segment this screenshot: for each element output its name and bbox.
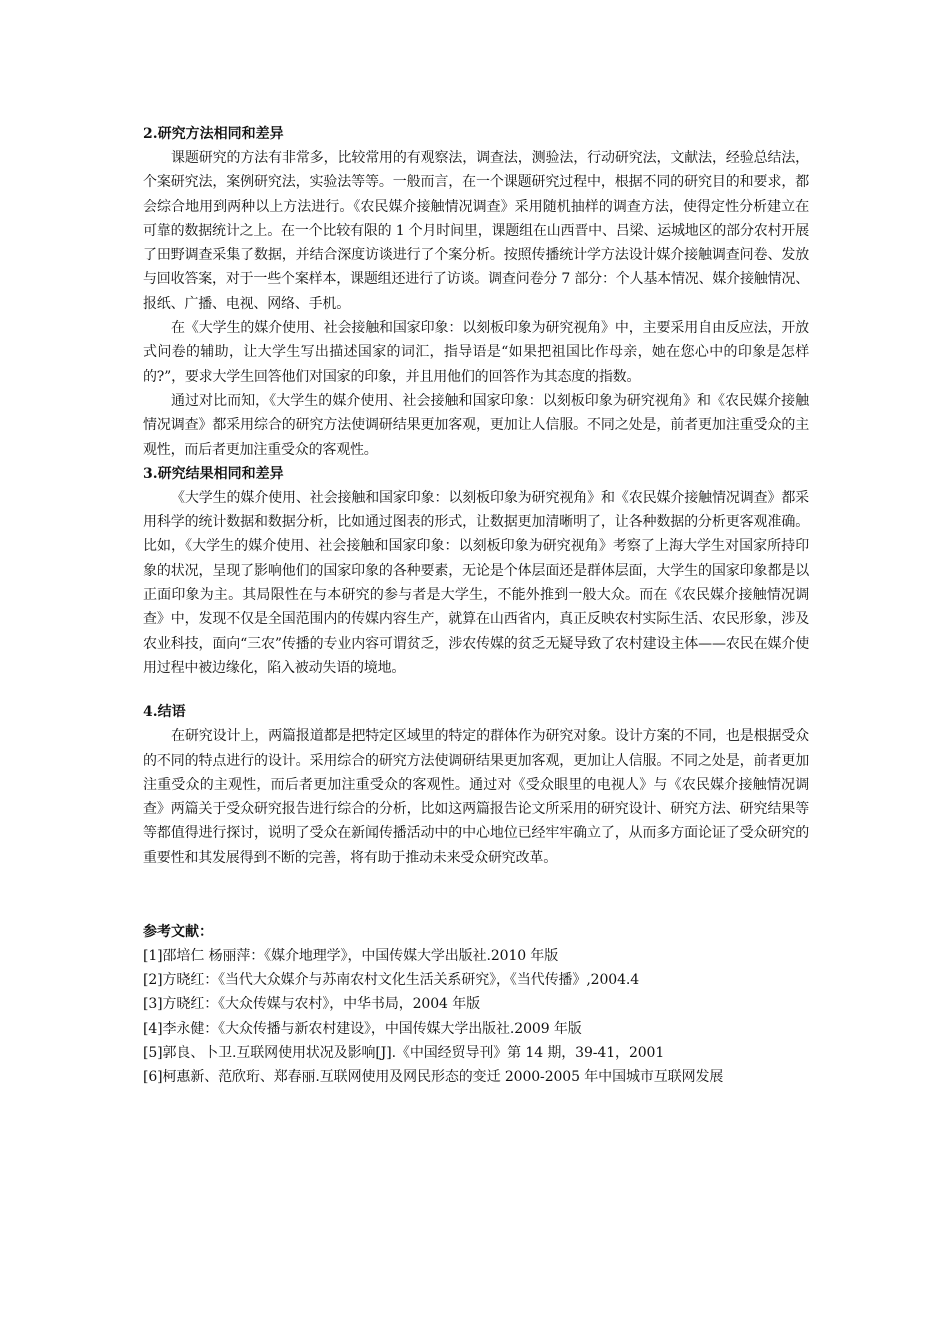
blank-line: [143, 680, 809, 700]
reference-item: [3]方晓红：《大众传媒与农村》，中华书局，2004 年版: [143, 996, 481, 1013]
reference-item: [4]李永健：《大众传播与新农村建设》，中国传媒大学出版社.2009 年版: [143, 1020, 582, 1037]
blank-line: [143, 870, 809, 920]
reference-item: [2]方晓红：《当代大众媒介与苏南农村文化生活关系研究》，《当代传播》,2004.4: [143, 972, 640, 989]
paragraph: 课题研究的方法有非常多，比较常用的有观察法，调查法，测验法，行动研究法，文献法，经验总结法，个案研究法，案例研究法，实验法等等。一般而言，在一个课题研究过程中，根据不同的研究目的和要求，都会综合地用到两种以上方法进行。《农民媒介接触情况调查》采用随机抽样的调查方法，使得定性分析建立在可靠的数据统计之上。在一个比较有限的 1 个月时间里，课题组在山西晋中、吕梁、运城地区的部分农村开展了田野调查采集了数据，并结合深度访谈进行了个案分析。按照传播统计学方法设计媒介接触调查问卷、发放与回收答案，对于一些个案样本，课题组还进行了访谈。调查问卷分 7 部分：个人基本情况、媒介接触情况、报纸、广播、电视、网络、手机。: [143, 150, 809, 312]
reference-item: [5]郭良、卜卫.互联网使用状况及影响[J].《中国经贸导刊》第 14 期，39-41，2001: [143, 1044, 665, 1061]
section-heading-results: 3.研究结果相同和差异: [143, 465, 284, 482]
document-body: [143, 122, 809, 1089]
section-heading-methods: 2.研究方法相同和差异: [143, 126, 284, 142]
paragraph: 在研究设计上，两篇报道都是把特定区域里的特定的群体作为研究对象。设计方案的不同，也是根据受众的不同的特点进行的设计。采用综合的研究方法使调研结果更加客观，更加让人信服。不同之处是，前者更加注重受众的主观性，而后者更加注重受众的客观性。通过对《受众眼里的电视人》与《农民媒介接触情况调查》两篇关于受众研究报告进行综合的分析，比如这两篇报告论文所采用的研究设计、研究方法、研究结果等等都值得进行探讨，说明了受众在新闻传播活动中的中心地位已经牢牢确立了，从而多方面论证了受众研究的重要性和其发展得到不断的完善，将有助于推动未来受众研究改革。: [143, 728, 809, 866]
section-heading-conclusion: 4.结语: [143, 704, 186, 721]
reference-item: [1]邵培仁 杨丽萍：《媒介地理学》，中国传媒大学出版社.2010 年版: [143, 948, 559, 965]
paragraph: 在《大学生的媒介使用、社会接触和国家印象：以刻板印象为研究视角》中，主要采用自由反应法，开放式问卷的辅助，让大学生写出描述国家的词汇，指导语是“如果把祖国比作母亲，她在您心中的印象是怎样的?”，要求大学生回答他们对国家的印象，并且用他们的回答作为其态度的指数。: [143, 320, 809, 385]
paragraph: 《大学生的媒介使用、社会接触和国家印象：以刻板印象为研究视角》和《农民媒介接触情况调查》都采用科学的统计数据和数据分析，比如通过图表的形式，让数据更加清晰明了，让各种数据的分析更客观准确。比如，《大学生的媒介使用、社会接触和国家印象：以刻板印象为研究视角》考察了上海大学生对国家所持印象的状况，呈现了影响他们的国家印象的各种要素，无论是个体层面还是群体层面，大学生的国家印象都是以正面印象为主。其局限性在与本研究的参与者是大学生，不能外推到一般大众。而在《农民媒介接触情况调查》中，发现不仅是全国范围内的传媒内容生产，就算在山西省内，真正反映农村实际生活、农民形象，涉及农业科技，面向“三农”传播的专业内容可谓贫乏，涉农传媒的贫乏无疑导致了农村建设主体——农民在媒介使用过程中被边缘化，陷入被动失语的境地。: [143, 489, 809, 676]
paragraph: 通过对比而知，《大学生的媒介使用、社会接触和国家印象：以刻板印象为研究视角》和《农民媒介接触情况调查》都采用综合的研究方法使调研结果更加客观，更加让人信服。不同之处是，前者更加注重受众的主观性，而后者更加注重受众的客观性。: [143, 392, 809, 458]
reference-item: [6]柯惠新、范欣珩、郑春丽.互联网使用及网民形态的变迁 2000-2005 年中国城市互联网发展: [143, 1069, 724, 1086]
references-heading: 参考文献：: [143, 924, 213, 941]
